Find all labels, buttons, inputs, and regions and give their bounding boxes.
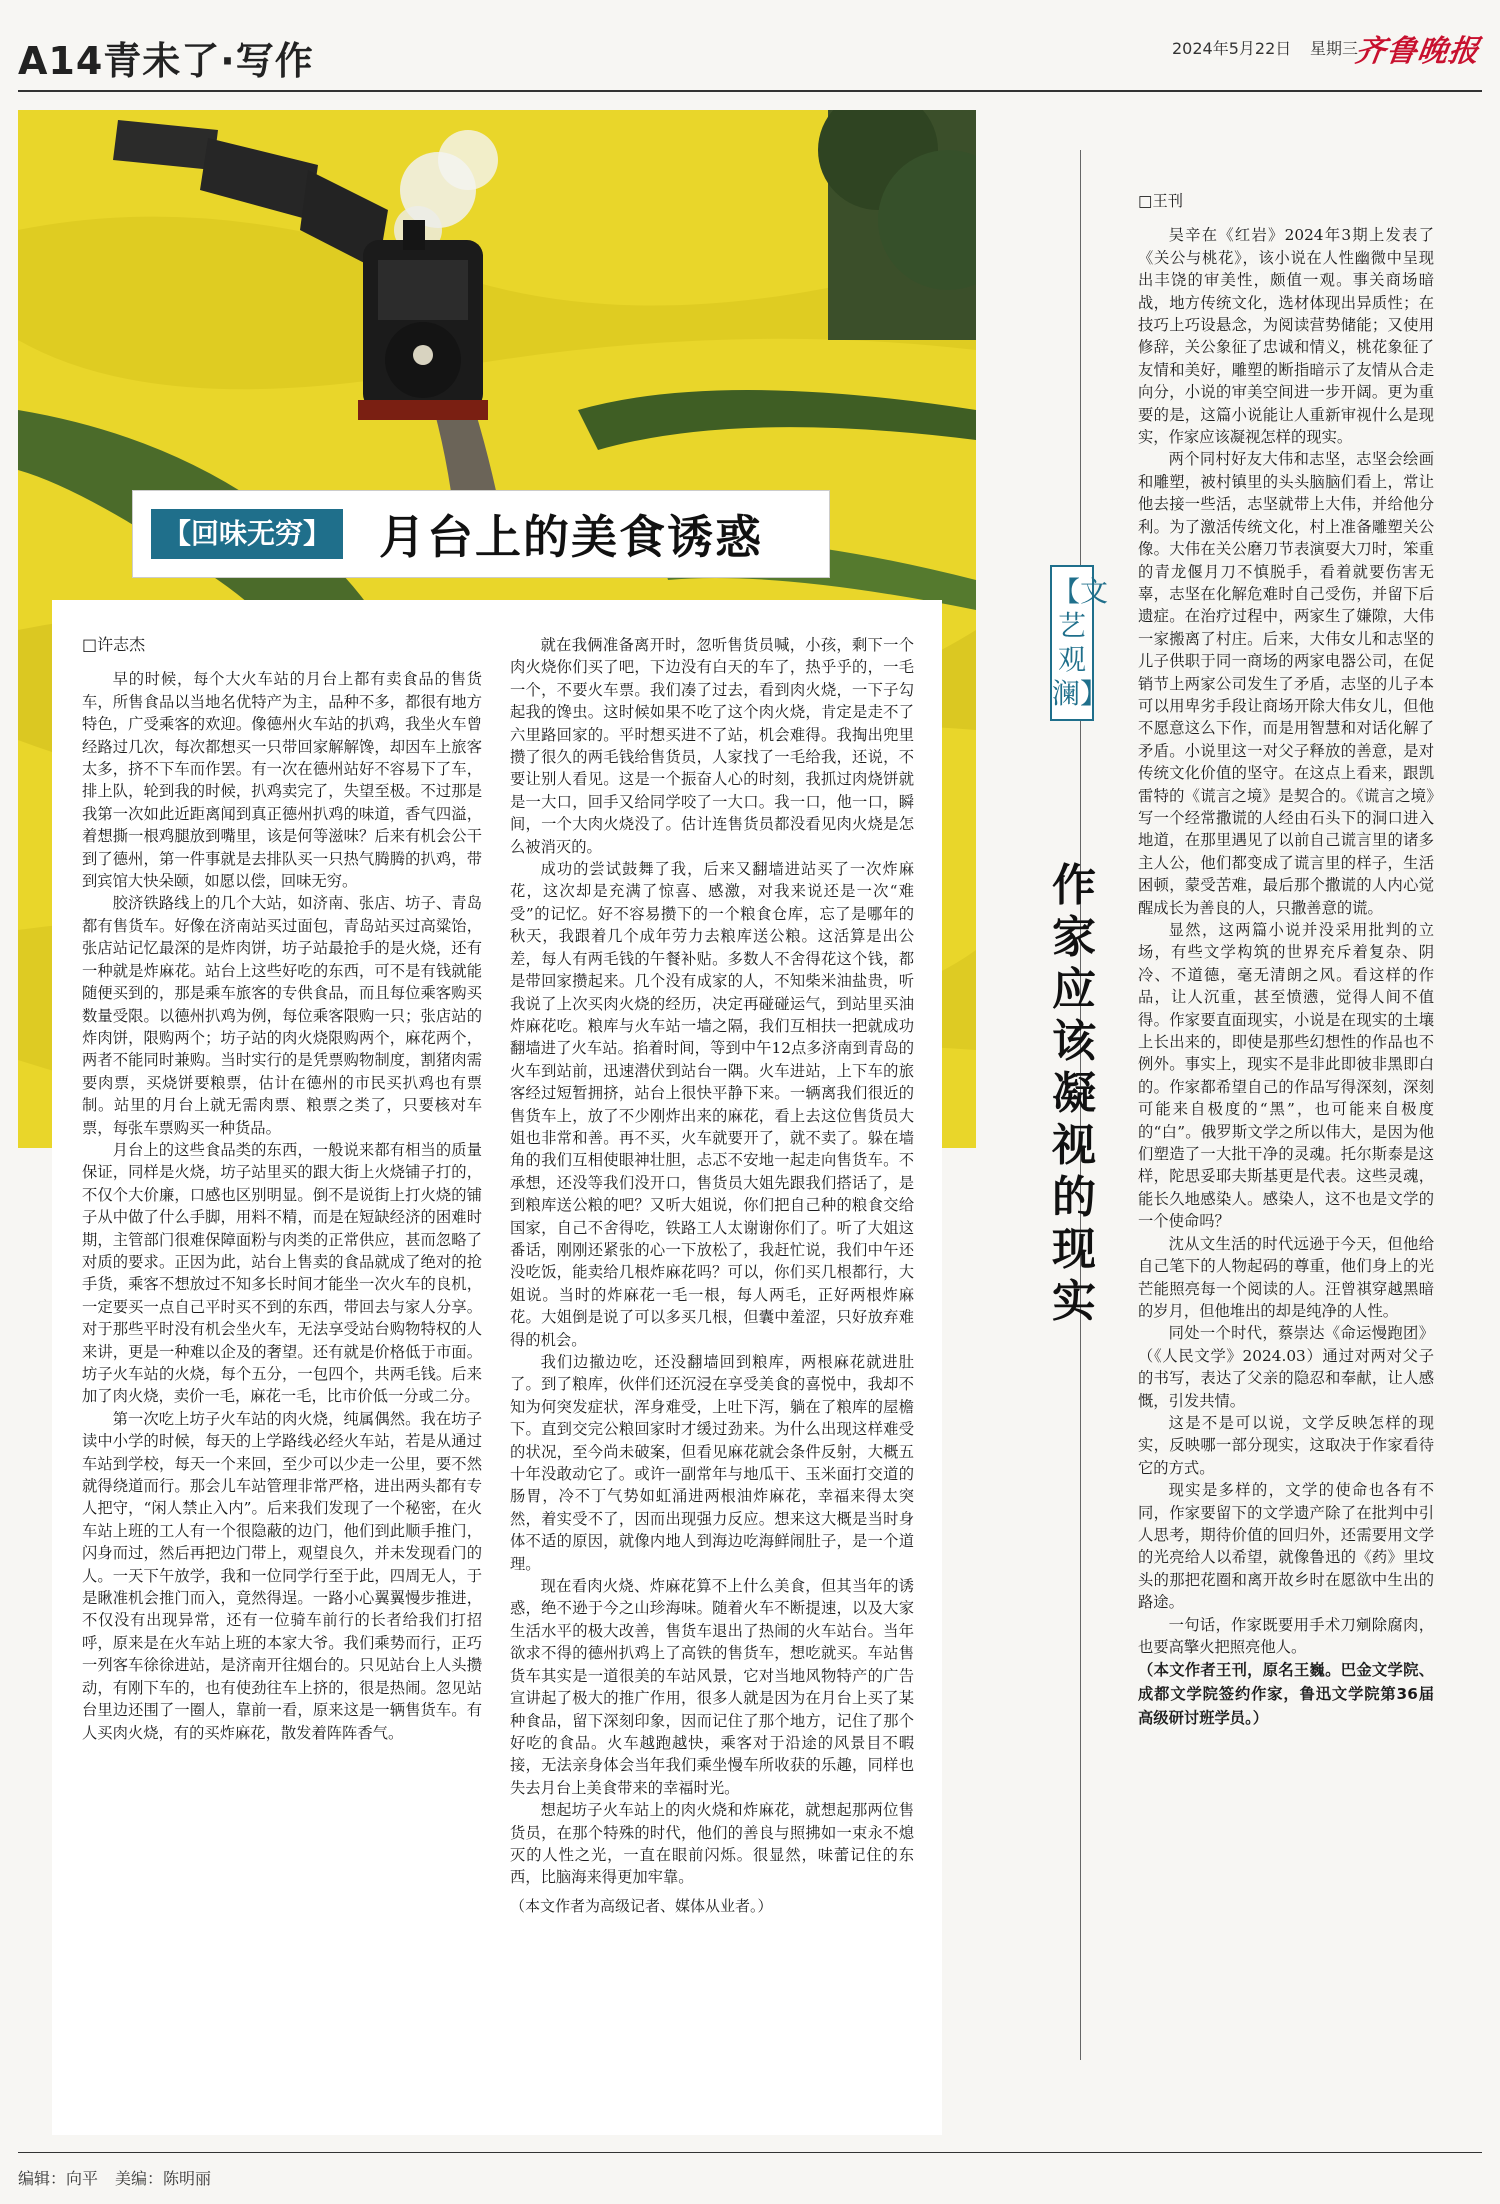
article-body-right — [1138, 190, 1434, 2040]
paragraph: 这是不是可以说，文学反映怎样的现实，反映哪一部分现实，这取决于作家看待它的方式。 — [1138, 1413, 1434, 1477]
section-tag-wenyi: 【文艺观澜】 — [1050, 565, 1094, 721]
article-body-left — [52, 600, 942, 2135]
article-column-1 — [82, 634, 482, 2124]
section-tag-huiwei: 【回味无穷】 — [151, 509, 343, 559]
article-column-2 — [510, 634, 914, 2124]
header-rule — [18, 90, 1482, 92]
author-byline-right: □王刊 — [1138, 192, 1184, 210]
footer-editor: 编辑：向平 — [18, 2169, 99, 2188]
paragraph: 我们边撤边吃，还没翻墙回到粮库，两根麻花就进肚了。到了粮库，伙伴们还沉浸在享受美食的喜悦中，我却不知为何突发症状，浑身难受，上吐下泻，躺在了粮库的屋檐下。直到交完公粮回家时才缓过劲来。为什么出现这样难受的状况，至今尚未破案，但看见麻花就会条件反射，大概五十年没敢动它了。或许一副常年与地瓜干、玉米面打交道的肠胃，冷不丁气势如虹涌进两根油炸麻花，幸福来得太突然，着实受不了，因而出现强力反应。想来这大概是当时身体不适的原因，就像内地人到海边吃海鲜闹肚子，是一个道理。 — [510, 1353, 914, 1573]
author-byline: □许志杰 — [82, 635, 146, 654]
issue-weekday: 星期三 — [1310, 39, 1359, 58]
issue-date: 2024年5月22日 — [1172, 39, 1292, 58]
paragraph: 同处一个时代，蔡崇达《命运慢跑团》（《人民文学》2024.03）通过对两对父子的书写，表达了父亲的隐忍和奉献，让人感慨，引发共情。 — [1138, 1324, 1434, 1410]
paragraph: 两个同村好友大伟和志坚，志坚会绘画和雕塑，被村镇里的头头脑脑们看上，常让他去接一些活，志坚就带上大伟，并给他分利。为了激活传统文化，村上准备雕塑关公像。大伟在关公磨刀节表演耍大刀时，笨重的青龙偃月刀不慎脱手，看着就要伤害无辜，志坚在化解危难时自己受伤，并留下后遗症。在治疗过程中，两家生了嫌隙，大伟一家搬离了村庄。后来，大伟女儿和志坚的儿子供职于同一商场的两家电器公司，在促销节上两家公司发生了矛盾，志坚的儿子本可以用卑劣手段让商场开除大伟女儿，但他不愿意这么下作，而是用智慧和对话化解了矛盾。小说里这一对父子释放的善意，是对传统文化价值的坚守。在这点上看来，跟凯雷特的《谎言之境》是契合的。《谎言之境》写一个经常撒谎的人经由石头下的洞口进入地道，在那里遇见了以前自己谎言里的诸多主人公，他们都变成了谎言里的样子，生活困顿，蒙受苦难，最后那个撒谎的人内心觉醒成长为善良的人，只撒善意的谎。 — [1138, 450, 1434, 917]
paragraph: 成功的尝试鼓舞了我，后来又翻墙进站买了一次炸麻花，这次却是充满了惊喜、感激，对我来说还是一次“难受”的记忆。好不容易攒下的一个粮食仓库，忘了是哪年的秋天，我跟着几个成年劳力去粮库送公粮。这活算是出公差，每人有两毛钱的午餐补贴。多数人不舍得花这个钱，都是带回家攒起来。几个没有成家的人，不知柴米油盐贵，听我说了上次买肉火烧的经历，决定再碰碰运气，到站里买油炸麻花吃。粮库与火车站一墙之隔，我们互相扶一把就成功翻墙进了火车站。掐着时间，等到中午12点多济南到青岛的火车到站前，迅速潜伏到站台一隅。火车进站，上下车的旅客经过短暂拥挤，站台上很快平静下来。一辆离我们很近的售货车上，放了不少刚炸出来的麻花，看上去这位售货员大姐也非常和善。再不买，火车就要开了，就不卖了。躲在墙角的我们互相使眼神壮胆，忐忑不安地一起走向售货车。不承想，还没等我们没开口，售货员大姐先跟我们搭话了，是到粮库送公粮的吧？又听大姐说，你们把自己种的粮食交给国家，自己不舍得吃，铁路工人太谢谢你们了。听了大姐这番话，刚刚还紧张的心一下放松了，我赶忙说，我们中午还没吃饭，能卖给几根炸麻花吗？可以，你们买几根都行，大姐说。当时的炸麻花一毛一根，每人两毛，正好两根炸麻花。大姐倒是说了可以多买几根，但囊中羞涩，只好放弃难得的机会。 — [510, 860, 914, 1349]
right-article-title: 作家应该凝视的现实 — [1052, 860, 1096, 1327]
article-title: 月台上的美食诱惑 — [379, 510, 763, 564]
paragraph: 沈从文生活的时代远逊于今天，但他给自己笔下的人物起码的尊重，他们身上的光芒能照亮每一个阅读的人。汪曾祺穿越黑暗的岁月，但他堆出的却是纯净的人性。 — [1138, 1234, 1434, 1320]
author-note: （本文作者为高级记者、媒体从业者。） — [510, 1896, 773, 1915]
masthead-logo: 齐鲁晚报 — [1353, 34, 1482, 69]
article-title-banner — [132, 490, 830, 578]
paragraph: 第一次吃上坊子火车站的肉火烧，纯属偶然。我在坊子读中小学的时候，每天的上学路线必经火车站，若是从通过车站到学校，每天一个来回，至少可以少走一公里，要不然就得绕道而行。那会儿车站管理非常严格，进出两头都有专人把守，“闲人禁止入内”。后来我们发现了一个秘密，在火车站上班的工人有一个很隐蔽的边门，他们到此顺手推门，闪身而过，然后再把边门带上，观望良久，并未发现看门的人。一天下午放学，我和一位同学行至于此，四周无人，于是瞅准机会推门而入，竟然得逞。一路小心翼翼慢步推进，不仅没有出现异常，还有一位骑车前行的长者给我们打招呼，原来是在火车站上班的本家大爷。我们乘势而行，正巧一列客车徐徐进站，是济南开往烟台的。只见站台上人头攒动，有刚下车的，也有使劲往车上挤的，很是热闹。忽见站台里边还围了一圈人，靠前一看，原来这是一辆售货车。有人买肉火烧，有的买炸麻花，散发着阵阵香气。 — [82, 1409, 482, 1742]
page-label: A14青未了·写作 — [18, 39, 314, 83]
author-bio: （本文作者王刊，原名王巍。巴金文学院、成都文学院签约作家，鲁迅文学院第36届高级研讨班学员。） — [1138, 1661, 1434, 1728]
footer-designer: 美编：陈明丽 — [115, 2169, 212, 2188]
paragraph: 现实是多样的，文学的使命也各有不同，作家要留下的文学遗产除了在批判中引人思考，期待价值的回归外，还需要用文学的光亮给人以希望，就像鲁迅的《药》里坟头的那把花圈和离开故乡时在愿欲中生出的路途。 — [1138, 1481, 1434, 1612]
paragraph: 月台上的这些食品类的东西，一般说来都有相当的质量保证，同样是火烧，坊子站里买的跟大街上火烧铺子打的，不仅个大价廉，口感也区别明显。倒不是说街上打火烧的铺子从中做了什么手脚，用料不精，而是在短缺经济的困难时期，主管部门很难保障面粉与肉类的正常供应，甚而忽略了对质的要求。正因为此，站台上售卖的食品就成了绝对的抢手货，乘客不想放过不知多长时间才能坐一次火车的良机，一定要买一点自己平时买不到的东西，带回去与家人分享。对于那些平时没有机会坐火车，无法享受站台购物特权的人来讲，更是一种难以企及的奢望。还有就是价格低于市面。坊子火车站的火烧，每个五分，一包四个，共两毛钱。后来加了肉火烧，卖价一毛，麻花一毛，比市价低一分或二分。 — [82, 1140, 482, 1406]
footer-rule — [18, 2152, 1482, 2153]
paragraph: 一句话，作家既要用手术刀剜除腐肉，也要高擎火把照亮他人。 — [1138, 1615, 1434, 1656]
paragraph: 胶济铁路线上的几个大站，如济南、张店、坊子、青岛都有售货车。好像在济南站买过面包，青岛站买过高粱饴，张店站记忆最深的是炸肉饼，坊子站最抢手的是火烧，还有一种就是炸麻花。站台上这些好吃的东西，可不是有钱就能随便买到的，那是乘车旅客的专供食品，而且每位乘客购买数量受限。以德州扒鸡为例，每位乘客限购一只；张店站的炸肉饼，限购两个；坊子站的肉火烧限购两个，麻花两个，两者不能同时兼购。当时实行的是凭票购物制度，割猪肉需要肉票，买烧饼要粮票，估计在德州的市民买扒鸡也有票制。站里的月台上就无需肉票、粮票之类了，只要核对车票，每张车票购买一种货品。 — [82, 894, 482, 1137]
paragraph: 显然，这两篇小说并没采用批判的立场，有些文学构筑的世界充斥着复杂、阴冷、不道德，毫无清朗之风。看这样的作品，让人沉重，甚至愤懑，觉得人间不值得。作家要直面现实，小说是在现实的土壤上长出来的，即使是那些幻想性的作品也不例外。事实上，现实不是非此即彼非黑即白的。作家都希望自己的作品写得深刻，深刻可能来自极度的“黑”，也可能来自极度的“白”。俄罗斯文学之所以伟大，是因为他们塑造了一大批干净的灵魂。托尔斯泰是这样，陀思妥耶夫斯基更是代表。这些灵魂，能长久地感染人。感染人，这不也是文学的一个使命吗？ — [1138, 921, 1434, 1231]
paragraph: 想起坊子火车站上的肉火烧和炸麻花，就想起那两位售货员，在那个特殊的时代，他们的善良与照拂如一束永不熄灭的人性之光，一直在眼前闪烁。很显然，味蕾记住的东西，比脑海来得更加牢靠。 — [510, 1801, 914, 1887]
paragraph: 早的时候，每个大火车站的月台上都有卖食品的售货车，所售食品以当地名优特产为主，品种不多，都很有地方特色，广受乘客的欢迎。像德州火车站的扒鸡，我坐火车曾经路过几次，每次都想买一只带回家解解馋，却因车上旅客太多，挤不下车而作罢。有一次在德州站好不容易下了车，排上队，轮到我的时候，扒鸡卖完了，失望至极。不过那是我第一次如此近距离闻到真正德州扒鸡的味道，香气四溢，着想撕一根鸡腿放到嘴里，该是何等滋味？后来有机会公干到了德州，第一件事就是去排队买一只热气腾腾的扒鸡，带到宾馆大快朵颐，如愿以偿，回味无穷。 — [82, 670, 482, 891]
paragraph: 吴辛在《红岩》2024年3期上发表了《关公与桃花》，该小说在人性幽微中呈现出丰饶的审美性，颇值一观。事关商场暗战，地方传统文化，选材体现出异质性；在技巧上巧设悬念，为阅读营势储能；又使用修辞，关公象征了忠诚和情义，桃花象征了友情和美好，雕塑的断指暗示了友情从合走向分，小说的审美空间进一步开阔。更为重要的是，这篇小说能让人重新审视什么是现实，作家应该凝视怎样的现实。 — [1138, 226, 1434, 447]
paragraph: 就在我俩准备离开时，忽听售货员喊，小孩，剩下一个肉火烧你们买了吧，下边没有白天的车了，热乎乎的，一毛一个，不要火车票。我们凑了过去，看到肉火烧，一下子勾起我的馋虫。这时候如果不吃了这个肉火烧，肯定是走不了六里路回家的。平时想买进不了站，机会难得。我掏出兜里攒了很久的两毛钱给售货员，人家找了一毛给我，还说，不要让别人看见。这是一个振奋人心的时刻，我抓过肉烧饼就是一大口，回手又给同学咬了一大口。我一口，他一口，瞬间，一个大肉火烧没了。估计连售货员都没看见肉火烧是怎么被消灭的。 — [510, 636, 914, 856]
paragraph: 现在看肉火烧、炸麻花算不上什么美食，但其当年的诱惑，绝不逊于今之山珍海味。随着火车不断提速，以及大家生活水平的极大改善，售货车退出了热闹的火车站台。当年欲求不得的德州扒鸡上了高铁的售货车，想吃就买。车站售货车其实是一道很美的车站风景，它对当地风物特产的广告宣讲起了极大的推广作用，很多人就是因为在月台上买了某种食品，留下深刻印象，因而记住了那个地方，记住了那个好吃的食品。火车越跑越快，乘客对于沿途的风景目不暇接，无法亲身体会当年我们乘坐慢车所收获的乐趣，同样也失去月台上美食带来的幸福时光。 — [510, 1577, 914, 1797]
